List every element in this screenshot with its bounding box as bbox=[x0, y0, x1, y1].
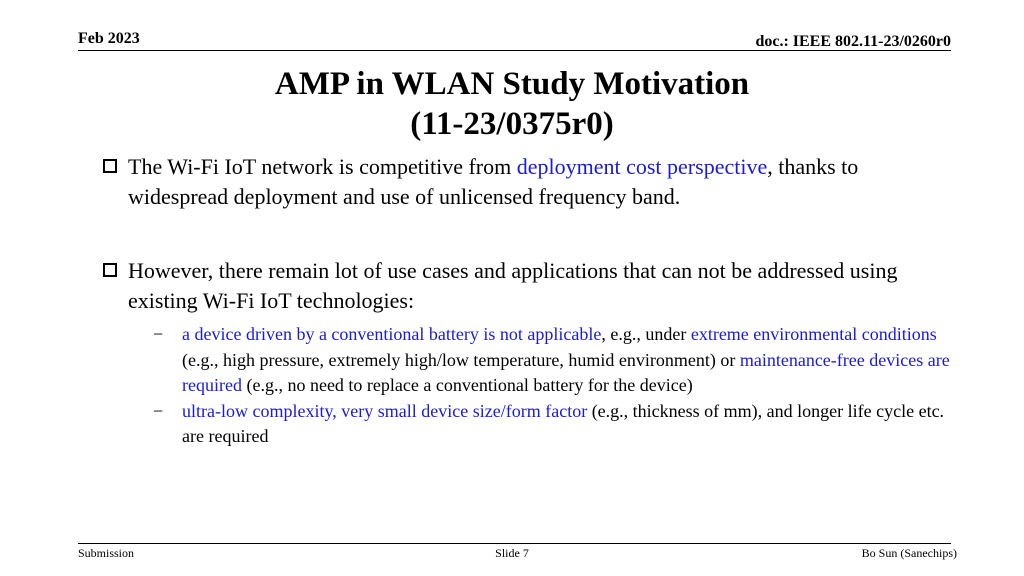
slide-title-line-2: (11-23/0375r0) bbox=[410, 106, 614, 142]
footer-divider bbox=[78, 543, 951, 544]
sub-1-text-3: (e.g., no need to replace a conventional battery for the device) bbox=[241, 375, 693, 395]
square-outline-bullet-icon bbox=[103, 263, 117, 277]
header-date: Feb 2023 bbox=[78, 30, 140, 47]
dash-bullet-icon: − bbox=[153, 400, 164, 421]
sub-bullet-list bbox=[128, 322, 963, 450]
sub-bullet-item-2 bbox=[128, 399, 963, 450]
footer-submission: Submission bbox=[78, 546, 135, 560]
sub-2-highlight-ultra-low-complexity: ultra-low complexity, very small device size/form factor bbox=[182, 400, 588, 421]
bullet-1-text-1: The Wi-Fi IoT network is competitive from bbox=[128, 154, 517, 179]
sub-1-text-1: , e.g., under bbox=[601, 324, 691, 344]
bullet-2-text: However, there remain lot of use cases and applications that can not be addressed using existing Wi-Fi IoT technologies: bbox=[128, 258, 898, 313]
sub-2-text-1: (e.g., thickness of mm), and longer life cycle etc. are required bbox=[182, 400, 945, 446]
sub-1-text-2: (e.g., high pressure, extremely high/low temperature, humid environment) or bbox=[182, 349, 740, 370]
bullet-1-highlight-deployment-cost: deployment cost perspective bbox=[516, 154, 768, 179]
slide-title-line-1: AMP in WLAN Study Motivation bbox=[274, 66, 750, 102]
slide-title bbox=[0, 64, 1024, 144]
header-doc-id: doc.: IEEE 802.11-23/0260r0 bbox=[755, 33, 951, 50]
sub-1-highlight-maintenance-free: maintenance-free devices are required bbox=[182, 349, 950, 395]
sub-1-highlight-extreme-conditions: extreme environmental conditions bbox=[690, 324, 937, 344]
sub-1-highlight-battery: a device driven by a conventional battery is not applicable bbox=[182, 324, 602, 344]
bullet-1-text-2: , thanks to widespread deployment and use of unlicensed frequency band. bbox=[128, 154, 859, 209]
slide-body bbox=[103, 152, 963, 450]
header-divider bbox=[78, 50, 951, 51]
footer-author: Bo Sun (Sanechips) bbox=[861, 546, 957, 560]
footer-slide-number: Slide 7 bbox=[495, 546, 529, 560]
sub-bullet-item-1 bbox=[128, 322, 963, 399]
bullet-item-2 bbox=[103, 256, 963, 450]
square-outline-bullet-icon bbox=[103, 159, 117, 173]
dash-bullet-icon: − bbox=[153, 324, 164, 344]
bullet-item-1 bbox=[103, 152, 963, 212]
